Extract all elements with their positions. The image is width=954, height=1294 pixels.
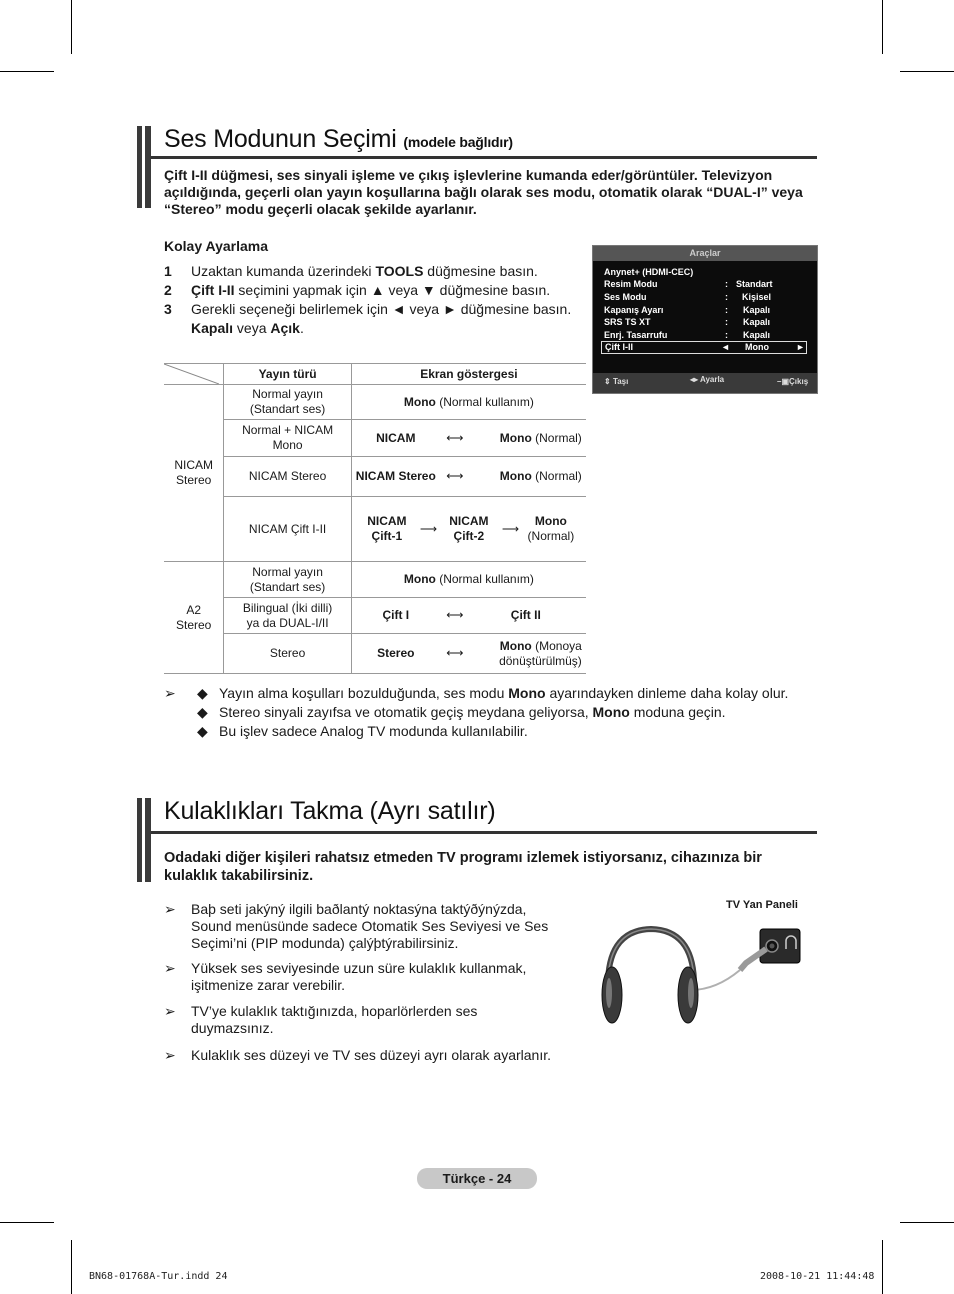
menu-item-label: Çift I-II — [605, 342, 633, 352]
menu-item-label: Enrj. Tasarrufu — [604, 330, 668, 340]
menu-item-label: Ses Modu — [604, 292, 647, 302]
menu-item-value: Standart — [736, 279, 773, 289]
group-label: A2 Stereo — [164, 562, 224, 674]
table-cell — [351, 598, 586, 634]
table-cell: NICAM Stereo — [224, 457, 351, 497]
section-marker-bar — [145, 126, 151, 208]
menu-item-label: SRS TS XT — [604, 317, 651, 327]
menu-colon: : — [725, 330, 728, 340]
table-cell — [351, 497, 586, 562]
table-cell — [351, 385, 586, 420]
note-item — [164, 685, 814, 704]
bidirectional-arrow-icon: ⟷ — [446, 430, 464, 445]
table-cell: Normal yayın (Standart ses) — [224, 562, 351, 598]
menu-item-value: Kapalı — [743, 305, 771, 315]
bidirectional-arrow-icon: ⟷ — [446, 608, 464, 622]
cell-bold: Stereo — [377, 646, 415, 660]
menu-hint-label: Ayarla — [699, 375, 725, 384]
step-key: TOOLS — [375, 263, 424, 279]
leftright-icon: ◂▸ — [690, 375, 699, 384]
easy-setup-label: Kolay Ayarlama — [164, 238, 269, 254]
crop-mark — [0, 1222, 54, 1223]
table-cell: Normal + NICAM Mono — [224, 420, 351, 457]
menu-item[interactable] — [604, 278, 809, 290]
note-bold: Mono — [508, 685, 546, 701]
menu-item[interactable] — [604, 329, 809, 341]
cell-bold: NICAM Stereo — [355, 469, 436, 483]
headphone-illustration — [596, 925, 806, 1030]
section-intro: Odadaki diğer kişileri rahatsız etmeden TV programı izlemek istiyorsanız, cihazınıza bir kulaklık takabilirsiniz. — [164, 850, 762, 884]
step-number: 3 — [164, 301, 172, 317]
section-intro: Çift I-II düğmesi, ses sinyali işleme ve çıkış işlevlerine kumanda eder/görüntüler. Televizyon açıldığında, geçerli olan yayın koşullarına bağlı olarak ses modu, otomatik olarak “DUAL-I” veya “Stereo” modu geçerli olacak şekilde ayarlanır. — [164, 167, 803, 217]
cell-group — [436, 514, 502, 544]
menu-title: Araçlar — [689, 248, 721, 258]
section-marker-bar — [145, 798, 151, 882]
page-number-badge: Türkçe - 24 — [417, 1168, 537, 1189]
menu-move-hint — [604, 377, 628, 386]
table-corner — [164, 364, 224, 385]
step-item — [164, 281, 584, 300]
note-text: Stereo sinyali zayıfsa ve otomatik geçiş meydana geliyorsa, — [219, 704, 593, 720]
table-header: Yayın türü — [224, 364, 351, 385]
menu-colon: : — [725, 317, 728, 327]
step-text: Uzaktan kumanda üzerindeki — [191, 263, 376, 279]
cell-bold: NICAM — [449, 514, 489, 528]
crop-mark — [900, 1222, 954, 1223]
table-cell: NICAM Çift I-II — [224, 497, 351, 562]
cell-text: (Normal) — [531, 469, 582, 483]
step-text: seçimini yapmak için ▲ veya ▼ düğmesine basın. — [234, 282, 551, 298]
table-cell — [351, 562, 586, 598]
step-text: Gerekli seçeneği belirlemek için ◄ veya ► düğmesine basın. — [191, 301, 572, 317]
cell-bold: NICAM — [376, 430, 416, 445]
table-header: Ekran göstergesi — [351, 364, 586, 385]
note-item — [164, 960, 559, 994]
title-rule — [151, 156, 817, 159]
menu-adjust-hint — [690, 375, 724, 384]
note-text: Kulaklık ses düzeyi ve TV ses düzeyi ayrı olarak ayarlanır. — [191, 1047, 552, 1063]
table-cell — [351, 457, 586, 497]
step-text: düğmesine basın. — [423, 263, 538, 279]
note-item — [164, 704, 814, 723]
note-text: ayarındayken dinleme daha kolay olur. — [545, 685, 789, 701]
table-cell — [351, 420, 586, 457]
cell-bold: Çift-2 — [453, 529, 485, 543]
tools-menu-osd — [592, 245, 818, 394]
file-info: BN68-01768A-Tur.indd 24 — [89, 1271, 228, 1282]
menu-colon: : — [725, 279, 728, 289]
menu-item[interactable] — [604, 291, 809, 303]
note-text: Yüksek ses seviyesinde uzun süre kulaklık kullanmak, işitmenize zarar verebilir. — [191, 960, 527, 993]
table-cell: Bilingual (İki dilli) ya da DUAL-I/II — [224, 598, 351, 634]
cell-bold: Mono — [499, 469, 532, 483]
step-number: 2 — [164, 282, 172, 298]
section-title — [164, 125, 513, 154]
print-timestamp: 2008-10-21 11:44:48 — [760, 1271, 875, 1282]
step-list — [164, 262, 584, 338]
cell-text — [470, 469, 582, 484]
step-text: veya — [233, 320, 271, 336]
section-marker-bar — [137, 126, 142, 208]
crop-mark — [882, 1240, 883, 1294]
note-item — [164, 1003, 559, 1037]
step-number: 1 — [164, 263, 172, 279]
diamond-bullet-icon: ◆ — [197, 723, 208, 739]
note-text: moduna geçin. — [629, 704, 726, 720]
menu-colon: : — [725, 292, 728, 302]
step-text: . — [299, 320, 304, 336]
table-cell — [351, 634, 586, 674]
step-item — [164, 262, 584, 281]
cell-text: (Monoya dönüştürülmüş) — [499, 638, 582, 668]
note-item — [164, 723, 814, 742]
step-key: Kapalı — [191, 320, 234, 336]
cell-text — [470, 639, 582, 669]
step-key: Çift I-II — [191, 282, 235, 298]
diamond-bullet-icon: ◆ — [197, 704, 208, 720]
cell-text — [470, 431, 582, 446]
right-arrow-icon: ⟶ — [419, 521, 438, 536]
section-title-text: Ses Modunun Seçimi — [164, 125, 397, 153]
cell-bold: Mono — [403, 394, 436, 409]
title-rule — [151, 831, 817, 834]
menu-item-label: Anynet+ (HDMI-CEC) — [604, 267, 694, 277]
step-key: Açık — [270, 320, 300, 336]
note-text: Bu işlev sadece Analog TV modunda kullanılabilir. — [219, 723, 528, 739]
menu-item-label: Resim Modu — [604, 279, 658, 289]
panel-label: TV Yan Paneli — [726, 899, 798, 911]
menu-item[interactable] — [604, 316, 809, 328]
crop-mark — [882, 0, 883, 54]
step-item — [164, 300, 584, 338]
note-arrow-icon: ➢ — [164, 960, 176, 976]
cell-text: (Normal kullanım) — [435, 394, 534, 409]
cell-bold: Mono — [499, 430, 532, 445]
cell-text: (Normal) — [527, 529, 575, 543]
cell-group — [518, 514, 584, 544]
note-text: Baþ seti jakýný ilgili baðlantý noktasýna taktýðýnýzda, Sound menüsünde sadece Otomatik Ses Seviyesi ve Ses Seçimi’ni (PIP modunda) çalýþtýrabilirsiniz. — [191, 901, 549, 951]
exit-icon: –▣ — [777, 377, 790, 386]
menu-item[interactable] — [604, 266, 809, 278]
menu-item-selected[interactable] — [601, 341, 807, 354]
note-text: Yayın alma koşulları bozulduğunda, ses modu — [219, 685, 509, 701]
right-arrow-icon: ⟶ — [501, 521, 520, 536]
menu-item-value: Mono — [745, 342, 769, 352]
menu-hint-label: Taşı — [612, 377, 629, 386]
crop-mark — [71, 0, 72, 54]
left-arrow-icon: ◄ — [721, 342, 730, 352]
menu-item-value: Kişisel — [742, 292, 772, 302]
menu-item[interactable] — [604, 304, 809, 316]
cell-group — [354, 514, 420, 544]
note-bold: Mono — [592, 704, 630, 720]
diagonal-line — [164, 364, 219, 384]
note-item — [164, 1047, 559, 1064]
cell-bold: Mono — [403, 572, 436, 586]
table-cell: Normal yayın (Standart ses) — [224, 385, 351, 420]
menu-item-value: Kapalı — [743, 330, 771, 340]
sound-mode-table — [164, 363, 586, 674]
diamond-bullet-icon: ◆ — [197, 685, 208, 701]
section-marker-bar — [137, 798, 142, 882]
bidirectional-arrow-icon: ⟷ — [446, 646, 464, 660]
crop-mark — [71, 1240, 72, 1294]
cell-bold: Mono — [499, 638, 532, 653]
cell-bold: Mono — [534, 514, 567, 528]
right-arrow-icon: ► — [796, 342, 805, 352]
menu-item-label: Kapanış Ayarı — [604, 305, 664, 315]
menu-hint-label: Çıkış — [789, 377, 809, 386]
group-label: NICAM Stereo — [164, 385, 224, 562]
menu-exit-hint — [777, 377, 808, 386]
section-subtitle: (modele bağlıdır) — [403, 134, 513, 150]
cell-bold: Çift II — [510, 608, 541, 622]
note-arrow-icon: ➢ — [164, 685, 176, 701]
section-title: Kulaklıkları Takma (Ayrı satılır) — [164, 797, 496, 825]
cell-text: (Normal) — [531, 430, 582, 445]
table-cell: Stereo — [224, 634, 351, 674]
menu-item-value: Kapalı — [743, 317, 771, 327]
note-text: TV’ye kulaklık taktığınızda, hoparlörlerden ses duymazsınız. — [191, 1003, 478, 1036]
note-arrow-icon: ➢ — [164, 1047, 176, 1063]
note-arrow-icon: ➢ — [164, 901, 176, 917]
cell-bold: Çift-1 — [371, 529, 403, 543]
updown-icon: ⇕ — [604, 377, 611, 386]
crop-mark — [900, 71, 954, 72]
menu-colon: : — [725, 305, 728, 315]
bidirectional-arrow-icon: ⟷ — [446, 469, 464, 483]
note-block — [164, 685, 814, 742]
cell-bold: NICAM — [367, 514, 407, 528]
note-arrow-icon: ➢ — [164, 1003, 176, 1019]
note-block — [164, 901, 559, 1064]
cell-bold: Çift I — [382, 608, 410, 622]
crop-mark — [0, 71, 54, 72]
note-item — [164, 901, 559, 952]
cell-text: (Normal kullanım) — [435, 572, 534, 586]
